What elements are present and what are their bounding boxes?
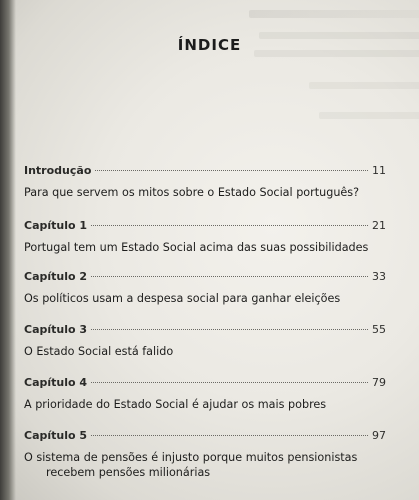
- toc-entry-capitulo-3: [24, 323, 386, 359]
- page-number: 79: [372, 376, 386, 389]
- toc-entry-header: [24, 219, 386, 237]
- chapter-title: O Estado Social está falido: [24, 345, 174, 358]
- page-number: 33: [372, 270, 386, 283]
- bleed-through-mark: [309, 82, 419, 89]
- chapter-label: Capítulo 5: [24, 429, 88, 442]
- chapter-title: [24, 450, 386, 480]
- toc-entry-capitulo-2: [24, 270, 386, 306]
- bleed-through-mark: [249, 10, 419, 18]
- toc-entry-capitulo-5: [24, 429, 386, 480]
- chapter-label: Introdução: [24, 164, 92, 177]
- chapter-title: A prioridade do Estado Social é ajudar os mais pobres: [24, 398, 327, 411]
- toc-entry-header: [24, 323, 386, 341]
- page-number: 55: [372, 323, 386, 336]
- page-number: 21: [372, 219, 386, 232]
- dot-leader: [91, 329, 368, 330]
- chapter-label: Capítulo 2: [24, 270, 88, 283]
- index-heading: ÍNDICE: [177, 36, 242, 54]
- chapter-title: Para que servem os mitos sobre o Estado Social português?: [24, 186, 360, 199]
- toc-entry-header: [24, 270, 386, 288]
- page-number: 97: [372, 429, 386, 442]
- dot-leader: [91, 276, 368, 277]
- page-gutter-shadow: [0, 0, 16, 500]
- dot-leader: [91, 435, 368, 436]
- toc-entry-header: [24, 429, 386, 447]
- chapter-label: Capítulo 3: [24, 323, 88, 336]
- toc-entry-introducao: [24, 164, 386, 200]
- chapter-title: Portugal tem um Estado Social acima das suas possibilidades: [24, 241, 369, 254]
- toc-entry-capitulo-4: [24, 376, 386, 412]
- bleed-through-mark: [319, 112, 419, 119]
- dot-leader: [91, 225, 368, 226]
- page-number: 11: [372, 164, 386, 177]
- chapter-title-line-2: recebem pensões milionárias: [46, 466, 211, 479]
- dot-leader: [91, 382, 368, 383]
- chapter-label: Capítulo 4: [24, 376, 88, 389]
- chapter-title-line-1: O sistema de pensões é injusto porque muitos pensionistas: [24, 451, 358, 464]
- toc-entry-capitulo-1: [24, 219, 386, 255]
- toc-entry-header: [24, 376, 386, 394]
- chapter-label: Capítulo 1: [24, 219, 88, 232]
- toc-entry-header: [24, 164, 386, 182]
- chapter-title: Os políticos usam a despesa social para ganhar eleições: [24, 292, 341, 305]
- dot-leader: [95, 170, 368, 171]
